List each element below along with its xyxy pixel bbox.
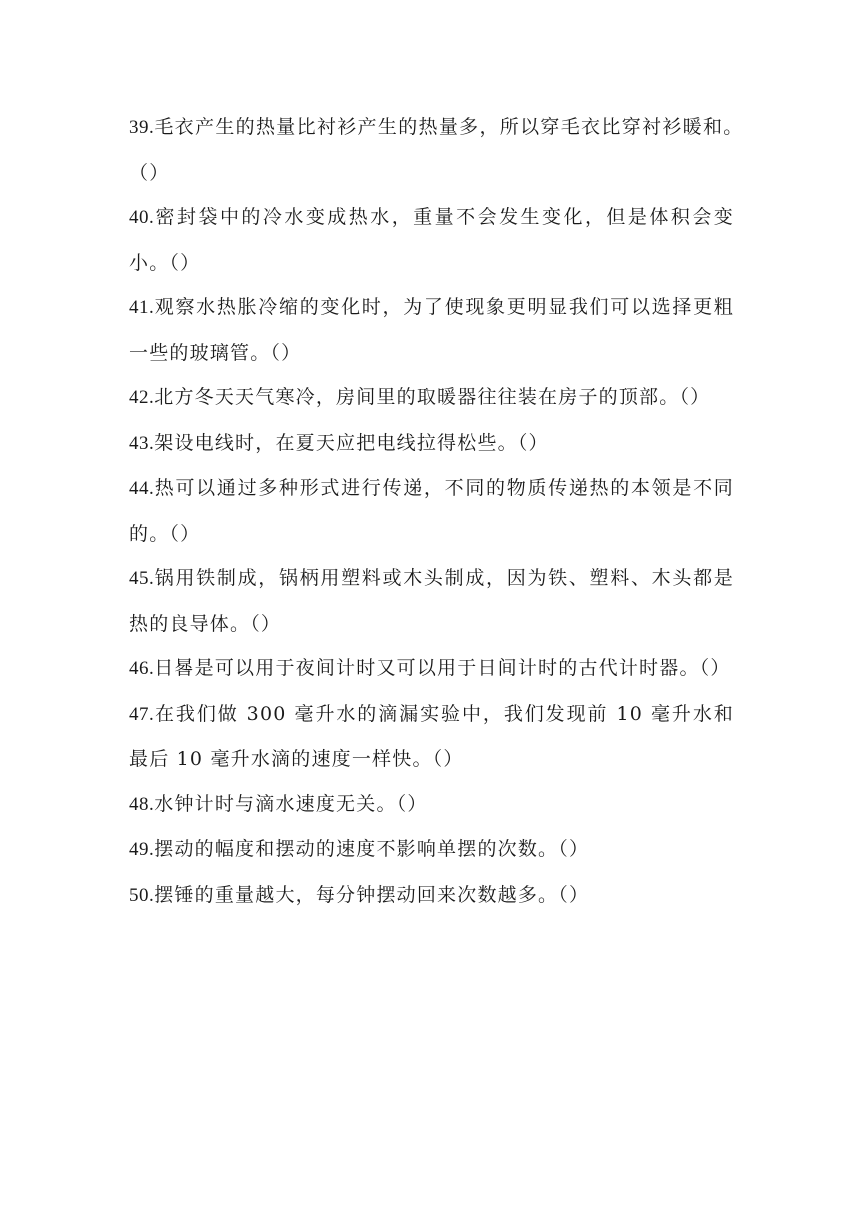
question-text: 在我们做 300 毫升水的滴漏实验中，我们发现前 10 毫升水和最后 10 毫升水滴的速度一样快。（） xyxy=(129,702,734,770)
question-number: 42. xyxy=(129,387,155,408)
question-40 xyxy=(129,195,734,285)
question-text: 架设电线时，在夏天应把电线拉得松些。（） xyxy=(154,431,549,454)
question-number: 47. xyxy=(129,703,155,725)
question-39 xyxy=(129,105,795,195)
question-47 xyxy=(129,692,734,782)
question-42 xyxy=(129,375,734,421)
question-number: 48. xyxy=(129,793,155,815)
question-number: 45. xyxy=(129,568,155,589)
question-number: 43. xyxy=(129,432,155,454)
question-41 xyxy=(129,285,734,375)
question-text: 密封袋中的冷水变成热水，重量不会发生变化，但是体积会变小。（） xyxy=(129,206,734,274)
question-text: 北方冬天天气寒冷，房间里的取暖器往往装在房子的顶部。（） xyxy=(154,386,711,408)
question-49 xyxy=(129,827,734,873)
question-number: 46. xyxy=(129,658,155,679)
question-45 xyxy=(129,556,734,646)
question-text: 锅用铁制成，锅柄用塑料或木头制成，因为铁、塑料、木头都是热的良导体。（） xyxy=(129,567,734,635)
question-number: 39. xyxy=(129,117,155,138)
question-text: 摆动的幅度和摆动的速度不影响单摆的次数。（） xyxy=(154,838,590,860)
question-text: 日晷是可以用于夜间计时又可以用于日间计时的古代计时器。（） xyxy=(154,657,731,679)
question-number: 40. xyxy=(129,207,155,228)
question-43 xyxy=(129,421,734,467)
question-number: 41. xyxy=(129,297,155,318)
question-44 xyxy=(129,466,734,556)
question-number: 44. xyxy=(129,478,155,499)
question-46 xyxy=(129,646,734,692)
question-50 xyxy=(129,873,734,919)
question-text: 观察水热胀冷缩的变化时，为了使现象更明显我们可以选择更粗一些的玻璃管。（） xyxy=(129,296,734,364)
question-number: 50. xyxy=(129,884,155,906)
question-list xyxy=(129,105,795,918)
question-text: 热可以通过多种形式进行传递，不同的物质传递热的本领是不同的。（） xyxy=(129,477,734,545)
question-text: 毛衣产生的热量比衬衫产生的热量多，所以穿毛衣比穿衬衫暖和。 （） xyxy=(129,116,795,184)
question-text: 水钟计时与滴水速度无关。（） xyxy=(154,792,428,815)
question-number: 49. xyxy=(129,839,155,860)
question-48 xyxy=(129,782,734,828)
question-text: 摆锤的重量越大，每分钟摆动回来次数越多。（） xyxy=(154,883,590,906)
